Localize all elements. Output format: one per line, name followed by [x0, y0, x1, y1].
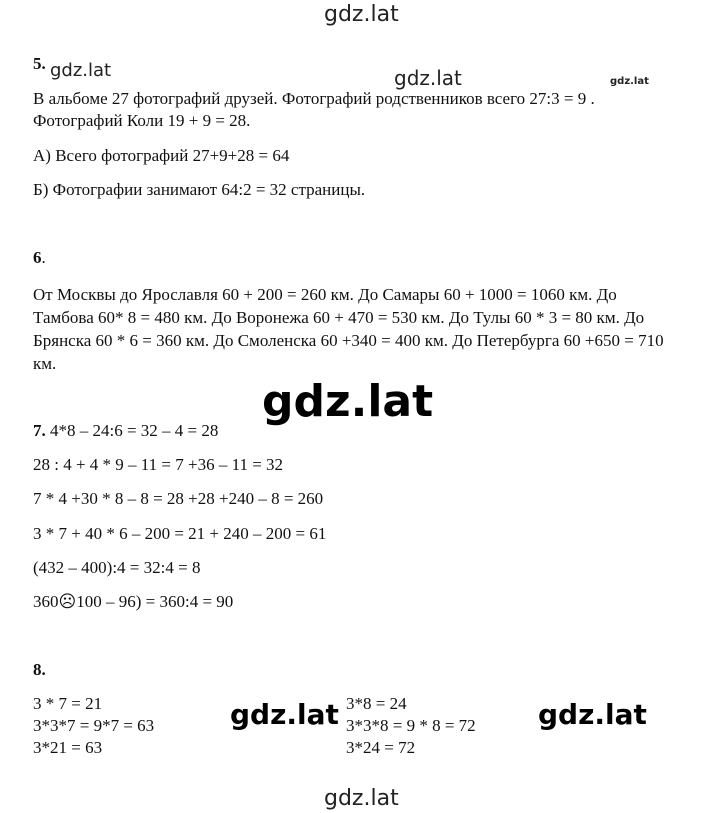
task8-right-line-1: 3*8 = 24	[346, 694, 407, 713]
task8-left-line-1: 3 * 7 = 21	[33, 694, 103, 713]
watermark-mid-right: gdz.lat	[538, 698, 647, 731]
task7-line-3: 7 * 4 +30 * 8 – 8 = 28 +28 +240 – 8 = 260	[33, 489, 324, 508]
task6-text: От Москвы до Ярославля 60 + 200 = 260 км. До Самары 60 + 1000 = 1060 км. До Тамбова 60* 8 = 480 км. До Воронежа 60 + 470 = 530 км. До Тулы 60 * 3 = 80 км. До Брянска 60 * 6 = 360 км. До Смоленска 60 +340 = 400 км. До Петербурга 60 +650 = 710 км.	[33, 285, 664, 373]
task7-line-6: 360☹100 – 96) = 360:4 = 90	[33, 592, 234, 611]
watermark-big-center: gdz.lat	[262, 376, 434, 427]
task7-line-5: (432 – 400):4 = 32:4 = 8	[33, 558, 201, 577]
watermark-mid-left: gdz.lat	[230, 698, 339, 731]
task8-left-line-3: 3*21 = 63	[33, 738, 103, 757]
task5-answer-b: Б) Фотографии занимают 64:2 = 32 страницы.	[33, 180, 366, 199]
task8-left-line-2: 3*3*7 = 9*7 = 63	[33, 716, 155, 735]
task7-line-2: 28 : 4 + 4 * 9 – 11 = 7 +36 – 11 = 32	[33, 455, 284, 474]
task7-line-4: 3 * 7 + 40 * 6 – 200 = 21 + 240 – 200 = 61	[33, 524, 327, 543]
task7-line-1: 7. 4*8 – 24:6 = 32 – 4 = 28	[33, 421, 219, 440]
task8-number: 8.	[33, 660, 46, 679]
watermark-center-top: gdz.lat	[394, 66, 462, 90]
task5-answer-a: А) Всего фотографий 27+9+28 = 64	[33, 146, 290, 165]
task5-number: 5.	[33, 54, 46, 73]
watermark-bottom: gdz.lat	[324, 786, 399, 811]
watermark-small-right: gdz.lat	[610, 76, 649, 87]
task5-text: В альбоме 27 фотографий друзей. Фотографий родственников всего 27:3 = 9 . Фотографий Коли 19 + 9 = 28.	[33, 89, 595, 130]
task6-number: 6.	[33, 248, 46, 267]
watermark-top: gdz.lat	[324, 2, 399, 27]
task8-right-line-3: 3*24 = 72	[346, 738, 416, 757]
watermark-near-task5: gdz.lat	[50, 60, 112, 81]
task8-right-line-2: 3*3*8 = 9 * 8 = 72	[346, 716, 476, 735]
